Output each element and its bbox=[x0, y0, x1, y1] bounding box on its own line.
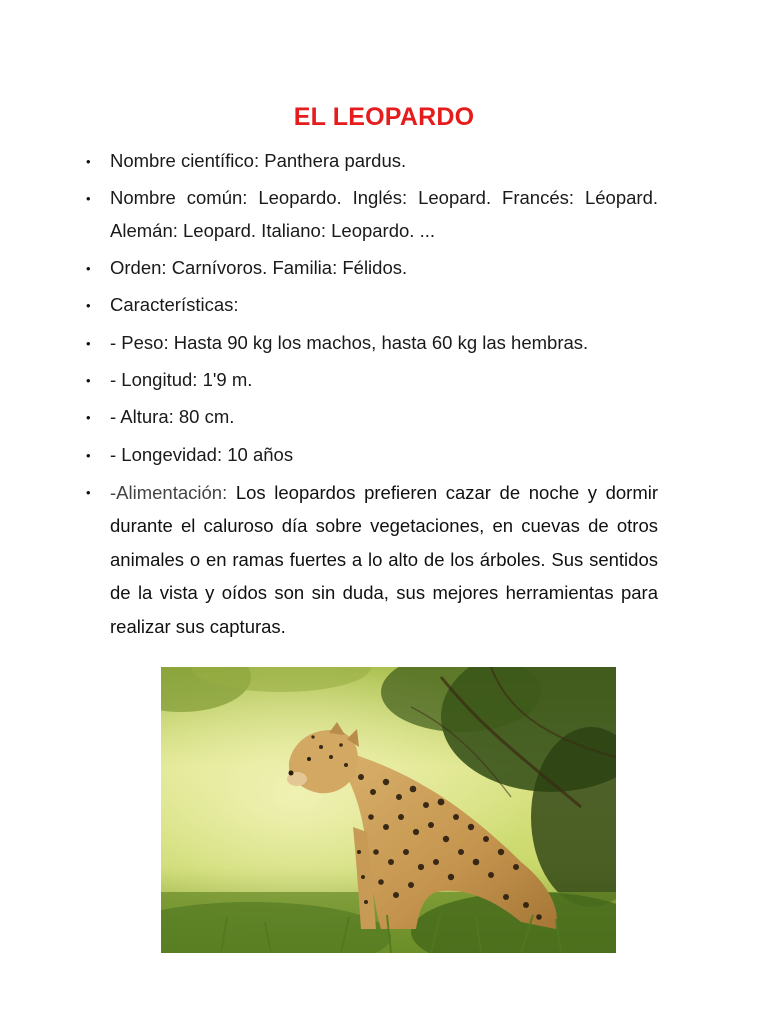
fact-diet-text: Los leopardos prefieren cazar de noche y dormir durante el caluroso día sobre vegetaciones, en cuevas de otros animales o en ramas fuertes a lo alto de los árboles. Sus sentidos de la vista y oídos son sin duda, sus mejores herramientas para realizar sus capturas. bbox=[110, 481, 659, 637]
bullet-icon: • bbox=[86, 261, 91, 277]
facts-list bbox=[0, 145, 768, 648]
list-item bbox=[86, 182, 658, 247]
bullet-icon: • bbox=[86, 410, 91, 426]
bullet-icon: • bbox=[86, 447, 91, 463]
list-item bbox=[86, 327, 658, 360]
list-item bbox=[86, 252, 658, 285]
bullet-icon: • bbox=[86, 335, 91, 351]
bullet-icon: • bbox=[86, 154, 91, 169]
fact-longevity: - Longevidad: 10 años bbox=[110, 443, 294, 465]
list-item bbox=[86, 439, 658, 472]
fact-weight: - Peso: Hasta 90 kg los machos, hasta 60 kg las hembras. bbox=[110, 331, 589, 353]
bullet-icon: • bbox=[86, 298, 91, 314]
leopard-photo bbox=[161, 667, 616, 953]
list-item bbox=[86, 401, 658, 434]
fact-scientific-name: Nombre científico: Panthera pardus. bbox=[110, 150, 407, 171]
fact-length: - Longitud: 1'9 m. bbox=[110, 368, 253, 390]
fact-diet-label: -Alimentación: bbox=[110, 481, 228, 503]
bullet-icon: • bbox=[86, 372, 91, 388]
fact-order-family: Orden: Carnívoros. Familia: Félidos. bbox=[110, 257, 408, 279]
fact-common-name: Nombre común: Leopardo. Inglés: Leopard. Francés: Léopard. Alemán: Leopard. Italiano: Leopardo. ... bbox=[110, 187, 658, 241]
list-item bbox=[86, 476, 659, 644]
list-item bbox=[86, 289, 658, 322]
page-title: EL LEOPARDO bbox=[293, 102, 475, 131]
bullet-icon: • bbox=[86, 484, 91, 500]
bullet-icon: • bbox=[86, 191, 91, 207]
list-item bbox=[86, 145, 658, 178]
list-item bbox=[86, 364, 658, 397]
fact-height: - Altura: 80 cm. bbox=[110, 406, 235, 428]
fact-characteristics-heading: Características: bbox=[110, 294, 239, 316]
